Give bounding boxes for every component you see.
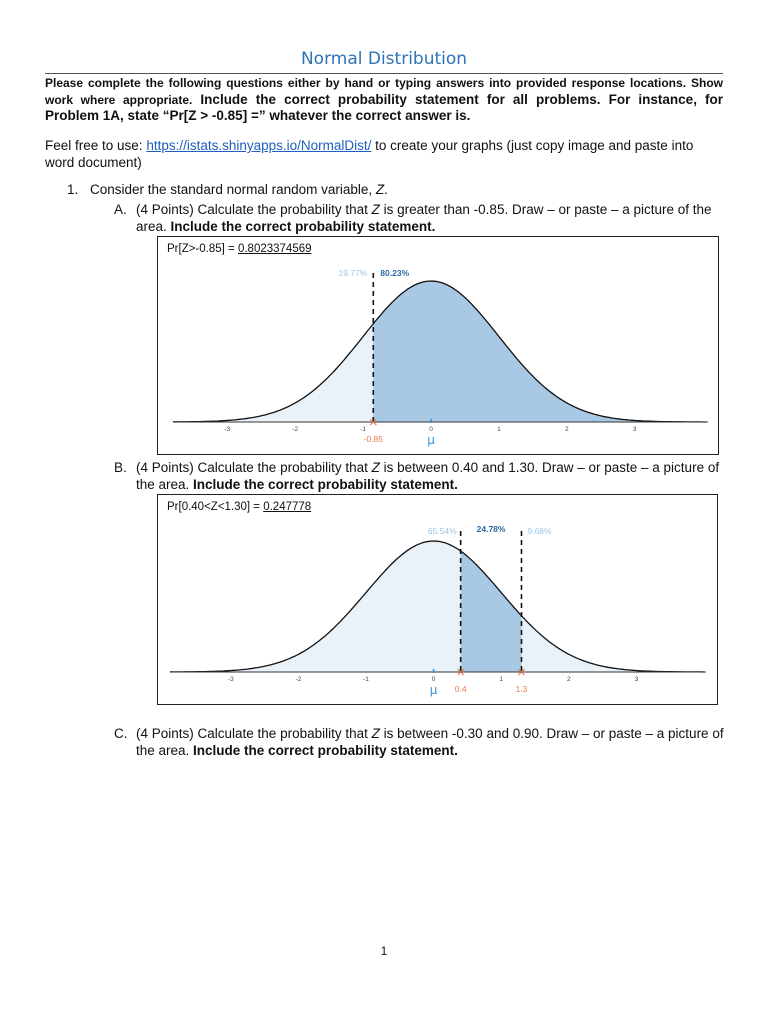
x-tick-label: 1 [499, 676, 504, 683]
x-tick-label: 1 [497, 426, 501, 433]
part-a-variable: Z [371, 202, 380, 217]
question-1-text: Consider the standard normal random variable, [90, 182, 376, 197]
part-b-letter: B. [114, 460, 127, 475]
part-b [114, 459, 726, 493]
mu-label: μ [427, 433, 435, 447]
x-tick-label: 0 [431, 676, 436, 683]
part-a-text [136, 201, 726, 235]
answer-box-a[interactable] [157, 236, 719, 455]
part-a-bold: Include the correct probability statement. [170, 219, 436, 234]
part-b-prefix: (4 Points) Calculate the probability that [136, 460, 372, 475]
part-a-letter: A. [114, 202, 127, 217]
part-b-body: is between 0.40 and 1.30. Draw – or paste – a picture of the area. [136, 460, 720, 492]
shaded-probability-area [373, 281, 706, 422]
x-tick-label: 3 [634, 676, 639, 683]
part-a-body: is greater than -0.85. Draw – or paste – a picture of the area. [136, 202, 712, 234]
part-b-text [136, 459, 726, 493]
x-tick-label: 2 [564, 426, 569, 433]
tool-note [45, 137, 725, 171]
x-tick-label: 3 [632, 426, 637, 433]
answer-b-value: 0.247778 [263, 501, 312, 513]
part-c-body: is between -0.30 and 0.90. Draw – or paste – a picture of the area. [136, 726, 724, 758]
part-a [114, 201, 726, 235]
question-1-end: . [384, 182, 388, 197]
title-rule [45, 73, 723, 74]
answer-box-b[interactable] [157, 494, 718, 705]
part-c-bold: Include the correct probability statement. [193, 743, 458, 758]
normal-curve-chart-b [158, 495, 717, 704]
x-tick-label: 2 [566, 676, 571, 683]
cut-point-label: 0.4 [454, 684, 467, 694]
cut-point-label: -0.85 [363, 434, 383, 444]
x-tick-label: -2 [295, 676, 302, 683]
part-c-prefix: (4 Points) Calculate the probability that [136, 726, 372, 741]
x-tick-label: -1 [363, 676, 369, 683]
page-title: Normal Distribution [300, 49, 468, 69]
question-1 [67, 182, 388, 197]
part-c-variable: Z [371, 726, 380, 741]
tool-link[interactable]: https://istats.shinyapps.io/NormalDist/ [146, 138, 372, 153]
instructions-part-2: Include the correct probability statement for all problems. For instance, for Problem 1A, state “Pr[Z > -0.85] =” whatever the correct answer is. [45, 91, 724, 123]
question-1-variable: Z [375, 182, 385, 197]
region-label-shaded: 80.23% [380, 268, 410, 278]
cut-point-label: 1.3 [515, 684, 528, 694]
part-c-letter: C. [114, 726, 128, 741]
part-a-prefix: (4 Points) Calculate the probability that [136, 202, 372, 217]
instructions [45, 76, 723, 125]
question-1-number: 1. [67, 182, 79, 197]
instructions-part-1: Please complete the following questions either by hand or typing answers into provided response locations. Show work where appropriate. [45, 76, 723, 107]
x-tick-label: -3 [227, 676, 234, 683]
answer-a-label: Pr[Z>-0.85] = [167, 243, 238, 255]
answer-a-value: 0.8023374569 [237, 243, 312, 255]
curve-light-area [170, 541, 704, 672]
x-tick-label: -3 [224, 426, 231, 433]
x-tick-label: -1 [360, 426, 367, 433]
tool-note-suffix: to create your graphs (just copy image and paste into word document) [45, 138, 694, 170]
part-c-text [136, 725, 726, 759]
part-b-variable: Z [371, 460, 380, 475]
page-number: 1 [380, 944, 388, 958]
region-label-shaded: 24.78% [476, 524, 506, 534]
x-tick-label: -2 [292, 426, 299, 433]
part-c [114, 725, 726, 759]
part-b-bold: Include the correct probability statement. [193, 477, 458, 492]
region-label-left: 19.77% [338, 268, 368, 278]
x-tick-label: 0 [429, 426, 433, 433]
answer-b-label: Pr[0.40<Z<1.30] = [167, 501, 264, 513]
mu-label: μ [429, 683, 438, 697]
normal-curve-chart-a [158, 237, 718, 454]
shaded-probability-area [461, 551, 522, 672]
region-label-left: 65.54% [427, 526, 457, 536]
region-label-right: 9.68% [527, 526, 552, 536]
tool-note-prefix: Feel free to use: [45, 138, 147, 153]
